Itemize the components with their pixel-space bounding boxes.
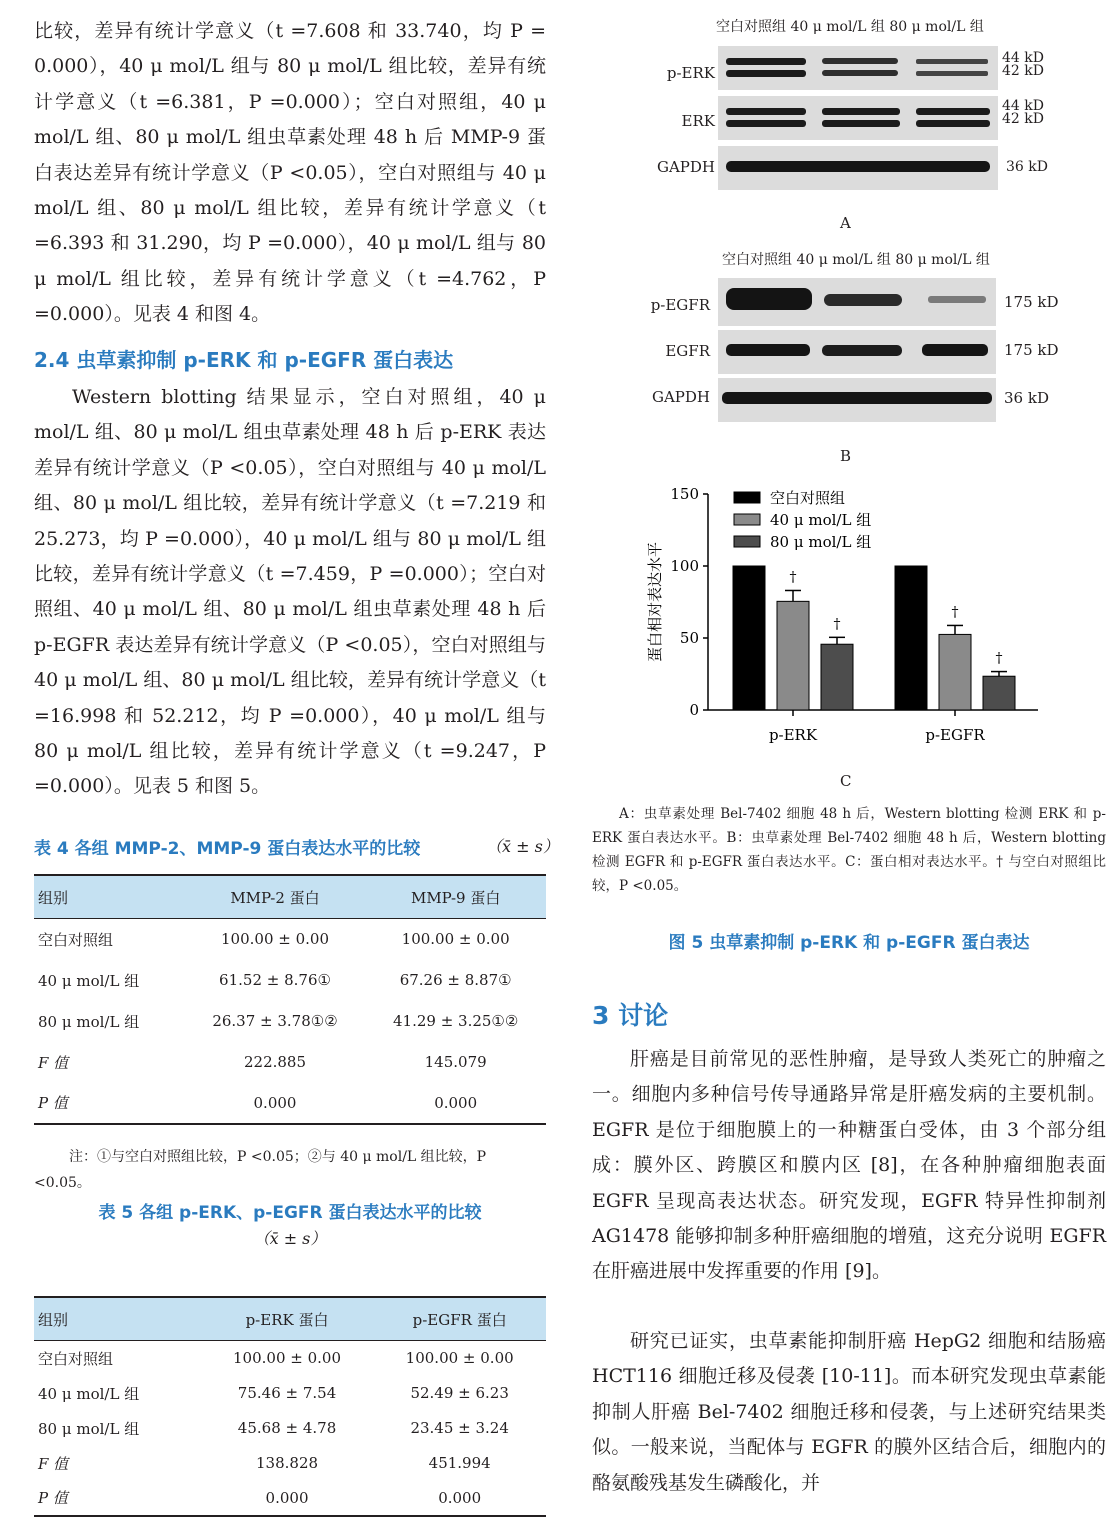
blot-band [822,108,900,115]
table-cell: 80 μ mol/L 组 [38,1012,140,1031]
table-cell: 41.29 ± 3.25①② [392,1012,519,1030]
table-cell: 23.45 ± 3.24 [410,1419,509,1437]
paragraph-discussion-2: 研究已证实，虫草素能抑制肝癌 HepG2 细胞和结肠癌 HCT116 细胞迁移及侵袭 [10-11]。而本研究发现虫草素能抑制人肝癌 Bel-7402 细胞迁移和侵袭，与上述研究结果类似。一般来说，当配体与 EGFR 的膜外区结合后，细胞内的酪氨酸残基发生磷酸化，并 [592,1330,1106,1494]
table-row [34,1083,546,1124]
blot-b-label: p-EGFR [650,296,710,314]
table-cell: 75.46 ± 7.54 [237,1384,337,1402]
bar-chart [630,478,1050,778]
blot-band [928,296,986,303]
table-header-cell: p-EGFR 蛋白 [373,1297,546,1341]
y-tick-label: 150 [670,485,699,503]
blot-band [726,58,806,65]
table-header-row [34,1297,546,1341]
table-cell: 45.68 ± 4.78 [237,1419,337,1437]
table-cell: P 值 [34,1481,201,1516]
y-axis-label: 蛋白相对表达水平 [646,541,664,663]
table-cell: 222.885 [243,1053,307,1071]
blot-b-kd: 175 kD [1004,293,1059,311]
table-cell: 80 μ mol/L 组 [38,1419,140,1438]
blot-a-kd: 36 kD [1006,159,1048,175]
blot-b-kd: 36 kD [1004,389,1049,407]
blot-band [916,120,990,127]
table-cell: 26.37 ± 3.78①② [212,1012,338,1030]
table-cell: 0.000 [365,1083,546,1124]
section-heading-2-4: 2.4 虫草素抑制 p-ERK 和 p-EGFR 蛋白表达 [34,348,454,372]
bar [733,566,765,710]
table-header-cell: MMP-9 蛋白 [365,875,546,919]
table5 [34,1296,546,1517]
blot-a-label: p-ERK [666,64,715,82]
bar [939,634,971,710]
blot-a-label: ERK [681,112,715,130]
blot-band [726,288,812,310]
table-row [34,960,546,1001]
blot-band [726,344,810,356]
table-cell: F 值 [38,1454,69,1473]
significance-mark: † [995,650,1003,667]
panel-letter-a: A [840,214,851,232]
table-cell: 0.000 [373,1481,546,1516]
table-cell: 空白对照组 [38,930,114,949]
blot-band [822,120,900,127]
blot-band [726,70,806,77]
figure5-title: 图 5 虫草素抑制 p-ERK 和 p-EGFR 蛋白表达 [668,933,1030,953]
table-row [34,919,546,960]
table-row [34,1042,546,1083]
western-blot-b [718,278,996,424]
table5-stat: （x̄ ± s） [253,1229,327,1248]
section-heading-3: 3 讨论 [592,1001,669,1030]
table-cell: 40 μ mol/L 组 [38,1384,140,1403]
table4-note: 注：①与空白对照组比较，P <0.05；②与 40 μ mol/L 组比较，P <0.05。 [34,1149,487,1191]
significance-mark: † [951,604,959,621]
x-tick-label: p-ERK [768,726,818,744]
table-cell: 451.994 [428,1454,491,1472]
table-cell: 100.00 ± 0.00 [401,930,510,949]
blot-band [822,58,898,64]
table-header-cell: 组别 [34,1297,201,1341]
blot-band [822,345,902,356]
legend-swatch [734,492,760,503]
table-cell: 67.26 ± 8.87① [399,971,512,989]
legend-swatch [734,536,760,547]
legend-swatch [734,514,760,525]
table-row [34,1481,546,1516]
blot-band [822,70,898,76]
table4 [34,874,546,1125]
table-header-cell: p-ERK 蛋白 [201,1297,374,1341]
blot-b-header: 空白对照组 40 μ mol/L 组 80 μ mol/L 组 [722,252,990,268]
figure5-caption: A：虫草素处理 Bel-7402 细胞 48 h 后，Western blotting 检测 ERK 和 p-ERK 蛋白表达水平。B：虫草素处理 Bel-7402 细胞 48 h 后，Western blotting 检测 EGFR 和 p-EGFR 蛋白表达水平。C：蛋白相对表达水平。† 与空白对照组比较，P <0.05。 [592,806,1106,894]
legend-label: 40 μ mol/L 组 [770,511,872,529]
y-tick-label: 50 [679,629,699,647]
bar [777,601,809,710]
y-tick-label: 100 [670,557,699,575]
y-tick-label: 0 [689,701,699,719]
table-cell: 61.52 ± 8.76① [219,971,331,989]
legend-label: 80 μ mol/L 组 [770,533,872,551]
table-cell: 空白对照组 [38,1349,114,1368]
blot-band [916,71,988,76]
table4-stat: （x̄ ± s） [486,837,559,856]
x-tick-label: p-EGFR [925,726,985,744]
table-cell: 40 μ mol/L 组 [38,971,140,990]
table-cell: F 值 [38,1053,69,1072]
blot-band [824,294,902,306]
table-cell: 100.00 ± 0.00 [233,1349,342,1368]
legend-label: 空白对照组 [770,489,846,507]
blot-strip [718,46,998,90]
blot-b-label: GAPDH [651,388,710,406]
table5-caption: 表 5 各组 p-ERK、p-EGFR 蛋白表达水平的比较 [98,1203,482,1223]
panel-letter-c: C [840,772,852,790]
table-row [34,1411,546,1446]
blot-b-label: EGFR [665,342,710,360]
blot-band [726,120,806,127]
table-header-cell: MMP-2 蛋白 [185,875,366,919]
table-row [34,1341,546,1376]
table-cell: 138.828 [256,1454,319,1472]
blot-band [916,59,988,64]
table-row [34,1001,546,1042]
table-cell: 145.079 [424,1053,487,1071]
table-cell: 0.000 [185,1083,366,1124]
bar [895,566,927,710]
table-cell: P 值 [34,1083,185,1124]
blot-band [726,161,990,172]
table-header-row [34,875,546,919]
western-blot-a [718,46,998,196]
blot-band [916,108,990,115]
table4-caption: 表 4 各组 MMP-2、MMP-9 蛋白表达水平的比较 [34,839,421,859]
table-row [34,1376,546,1411]
blot-band [726,108,806,115]
table-header-cell: 组别 [34,875,185,919]
blot-a-kd: 44 kD 42 kD [1002,98,1044,127]
blot-band [722,392,992,404]
panel-letter-b: B [840,447,852,465]
blot-b-kd: 175 kD [1004,341,1059,359]
bar [983,676,1015,710]
paragraph-results-mmp: 比较，差异有统计学意义（t =7.608 和 33.740，均 P = 0.000），40 μ mol/L 组与 80 μ mol/L 组比较，差异有统计学意义（t =6.381，P =0.000）；空白对照组，40 μ mol/L 组、80 μ mol/L 组虫草素处理 48 h 后 MMP-9 蛋白表达差异有统计学意义（P <0.05），空白对照组与 40 μ mol/L 组、80 μ mol/L 组比较，差异有统计学意义（t =6.393 和 31.290，均 P =0.000），40 μ mol/L 组与 80 μ mol/L 组比较，差异有统计学意义（t =4.762，P =0.000）。见表 4 和图 4。 [34,20,546,326]
blot-strip [718,96,998,140]
paragraph-discussion-1: 肝癌是目前常见的恶性肿瘤，是导致人类死亡的肿瘤之一。细胞内多种信号传导通路异常是肝癌发病的主要机制。EGFR 是位于细胞膜上的一种糖蛋白受体，由 3 个部分组成：膜外区、跨膜区和膜内区 [8]，在各种肿瘤细胞表面 EGFR 呈现高表达状态。研究发现，EGFR 特异性抑制剂 AG1478 能够抑制多种肝癌细胞的增殖，这充分说明 EGFR 在肝癌进展中发挥重要的作用 [9]。 [592,1048,1106,1283]
table-cell: 100.00 ± 0.00 [221,930,329,949]
table-cell: 100.00 ± 0.00 [405,1349,514,1368]
blot-band [922,344,988,356]
significance-mark: † [789,569,797,586]
blot-a-label: GAPDH [656,158,715,176]
table-cell: 52.49 ± 6.23 [410,1384,509,1402]
blot-a-kd: 44 kD 42 kD [1002,50,1044,79]
blot-a-header: 空白对照组 40 μ mol/L 组 80 μ mol/L 组 [716,19,984,35]
paragraph-results-erk-egfr: Western blotting 结果显示，空白对照组，40 μ mol/L 组、80 μ mol/L 组虫草素处理 48 h 后 p-ERK 表达差异有统计学意义（P <0.05），空白对照组与 40 μ mol/L 组、80 μ mol/L 组比较，差异有统计学意义（t =7.219 和 25.273，均 P =0.000），40 μ mol/L 组与 80 μ mol/L 组比较，差异有统计学意义（t =7.459，P =0.000）；空白对照组、40 μ mol/L 组、80 μ mol/L 组虫草素处理 48 h 后 p-EGFR 表达差异有统计学意义（P <0.05），空白对照组与 40 μ mol/L 组、80 μ mol/L 组比较，差异有统计学意义（t =16.998 和 52.212，均 P =0.000），40 μ mol/L 组与 80 μ mol/L 组比较，差异有统计学意义（t =9.247，P =0.000）。见表 5 和图 5。 [34,386,546,798]
table-row [34,1446,546,1481]
significance-mark: † [833,616,841,633]
table-cell: 0.000 [201,1481,374,1516]
bar [821,644,853,710]
